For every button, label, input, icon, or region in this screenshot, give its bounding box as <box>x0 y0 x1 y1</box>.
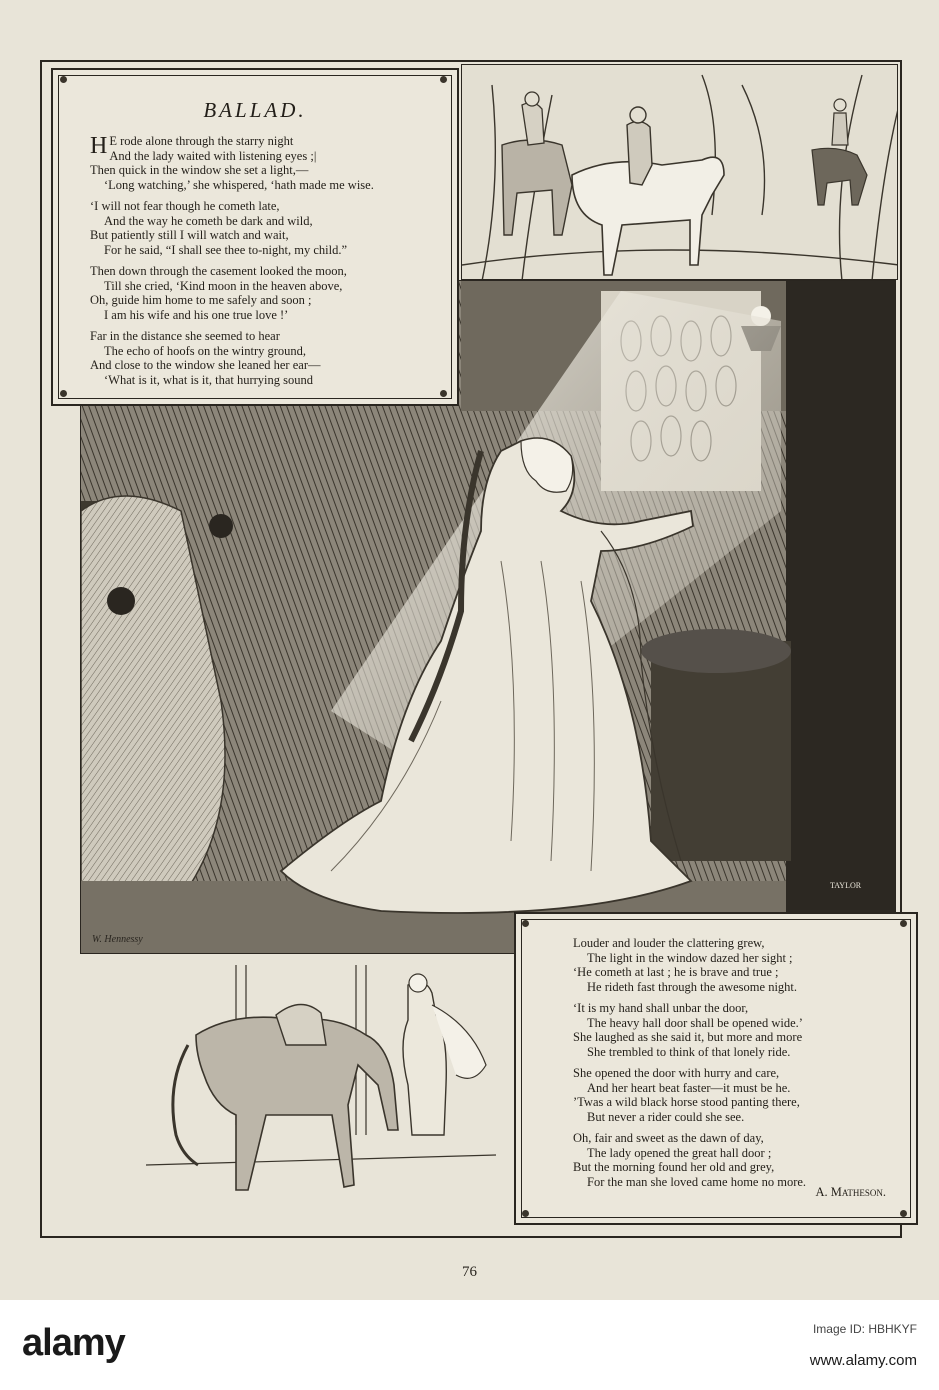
verse-line: And her heart beat faster—it must be he. <box>587 1080 791 1095</box>
drop-cap: H <box>90 133 108 159</box>
panel-nail-icon <box>60 390 67 397</box>
verse-line: ‘Long watching,’ she whispered, ‘hath made me wise. <box>104 177 374 192</box>
poem-author: A. Matheson. <box>815 1185 886 1199</box>
verse-line: The lady opened the great hall door ; <box>587 1145 772 1160</box>
stanza <box>573 1001 806 1059</box>
poem-panel-top <box>51 68 459 406</box>
page-number: 76 <box>462 1264 477 1280</box>
poem-panel-bottom <box>514 912 918 1225</box>
engraver-signature-right: TAYLOR <box>830 881 862 890</box>
poem-verses-top <box>90 134 374 394</box>
verse-line-text: E rode alone through the starry night <box>109 134 294 148</box>
verse-line: ‘What is it, what is it, that hurrying sound <box>104 372 314 387</box>
panel-nail-icon <box>900 920 907 927</box>
verse-line: ‘It is my hand shall unbar the door, <box>573 1001 749 1015</box>
verse-line: ’Twas a wild black horse stood panting there, <box>573 1095 800 1109</box>
verse-line: Oh, fair and sweet as the dawn of day, <box>573 1131 764 1145</box>
panel-nail-icon <box>522 920 529 927</box>
panel-nail-icon <box>440 76 447 83</box>
panel-nail-icon <box>440 390 447 397</box>
verse-line: Oh, guide him home to me safely and soon ; <box>90 293 312 307</box>
stanza <box>90 264 374 322</box>
verse-line: And close to the window she leaned her ear— <box>90 358 321 372</box>
verse-line: For he said, “I shall see thee to-night, my child.” <box>104 242 347 257</box>
verse-line: But the morning found her old and grey, <box>573 1160 775 1174</box>
verse-line: Far in the distance she seemed to hear <box>90 329 280 343</box>
stanza <box>90 199 374 257</box>
stanza <box>90 329 374 387</box>
verse-line: But patiently still I will watch and wait, <box>90 228 289 242</box>
poem-verses-bottom <box>573 936 806 1196</box>
verse-line: I am his wife and his one true love !’ <box>104 307 289 322</box>
verse-line: She trembled to think of that lonely ride. <box>587 1044 791 1059</box>
knights-riding-illustration <box>461 64 898 280</box>
image-id: Image ID: HBHKYF <box>812 1322 917 1336</box>
verse-line: She laughed as she said it, but more and more <box>573 1030 803 1044</box>
verse-line: Then quick in the window she set a light,— <box>90 163 309 177</box>
verse-line: She opened the door with hurry and care, <box>573 1066 780 1080</box>
verse-line: ‘I will not fear though he cometh late, <box>90 199 280 213</box>
panel-nail-icon <box>60 76 67 83</box>
poem-title: BALLAD. <box>203 98 307 122</box>
verse-line: But never a rider could she see. <box>587 1109 745 1124</box>
stanza <box>573 1131 806 1189</box>
verse-line: ‘He cometh at last ; he is brave and true ; <box>573 965 779 979</box>
stanza <box>573 936 806 994</box>
stanza <box>573 1066 806 1124</box>
verse-line: The heavy hall door shall be opened wide.’ <box>587 1015 803 1030</box>
verse-line: And the lady waited with listening eyes ;| <box>109 148 317 163</box>
verse-line: He rideth fast through the awesome night. <box>587 979 798 994</box>
verse-line: And the way he cometh be dark and wild, <box>104 213 313 228</box>
illustrator-signature-left: W. Hennessy <box>92 934 143 945</box>
stock-url: www.alamy.com <box>809 1352 917 1369</box>
stock-logo: alamy <box>22 1322 125 1364</box>
verse-line: Then down through the casement looked the moon, <box>90 264 347 278</box>
riderless-horse-illustration <box>126 965 516 1220</box>
panel-nail-icon <box>522 1210 529 1217</box>
stock-watermark-bar <box>0 1300 939 1390</box>
verse-line: The echo of hoofs on the wintry ground, <box>104 343 307 358</box>
verse-line: Till she cried, ‘Kind moon in the heaven above, <box>104 278 343 293</box>
verse-line: The light in the window dazed her sight ; <box>587 950 793 965</box>
verse-line: Louder and louder the clattering grew, <box>573 936 765 950</box>
panel-nail-icon <box>900 1210 907 1217</box>
verse-line: For the man she loved came home no more. <box>587 1174 807 1189</box>
stanza <box>90 134 374 192</box>
